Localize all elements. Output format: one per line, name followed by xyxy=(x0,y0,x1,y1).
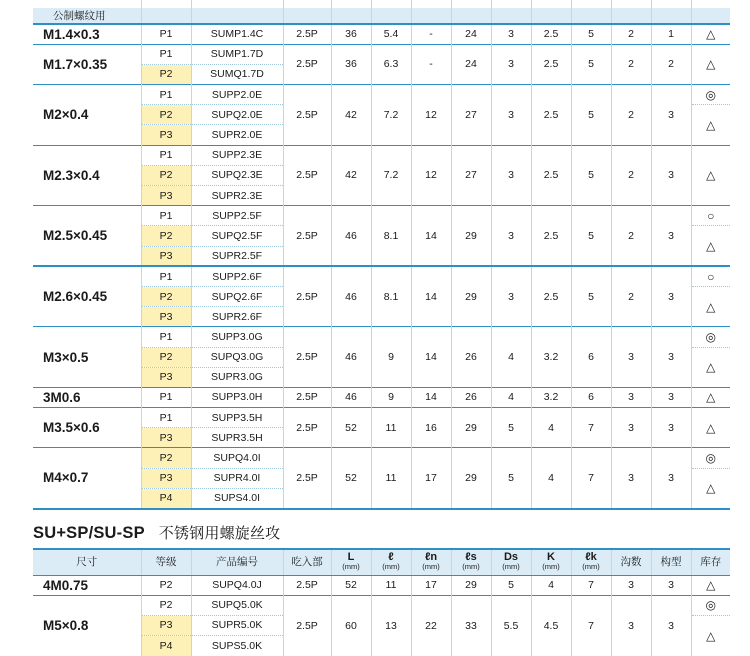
header-ds xyxy=(491,549,531,575)
square-lk-cell: 6 xyxy=(571,387,611,407)
length-ln-cell: 14 xyxy=(411,387,451,407)
type-cell: 3 xyxy=(651,575,691,595)
square-k-cell: 2.5 xyxy=(531,44,571,84)
grooves-cell: 3 xyxy=(611,575,651,595)
shank-ds-cell: 5 xyxy=(491,408,531,448)
length-l-cell: 9 xyxy=(371,387,411,407)
header-k xyxy=(531,549,571,575)
product-code-cell: SUMP1.7D xyxy=(191,44,283,64)
length-ls-cell: 26 xyxy=(451,387,491,407)
length-l-cell: 5.4 xyxy=(371,24,411,44)
stock-cell: △ xyxy=(691,226,730,266)
length-ls-cell: 29 xyxy=(451,575,491,595)
size-cell: M2.5×0.45 xyxy=(33,206,141,267)
product-code-cell: SUPR4.0I xyxy=(191,468,283,488)
length-l-cell: 7.2 xyxy=(371,145,411,206)
header-ls xyxy=(451,549,491,575)
bite-cell: 2.5P xyxy=(283,595,331,656)
grooves-cell: 2 xyxy=(611,206,651,267)
square-lk-cell: 7 xyxy=(571,595,611,656)
product-code-cell: SUPR2.3E xyxy=(191,186,283,206)
grade-cell: P3 xyxy=(141,367,191,387)
header-ln xyxy=(411,549,451,575)
type-cell: 3 xyxy=(651,387,691,407)
stainless-tap-table xyxy=(33,548,730,656)
square-k-cell: 3.2 xyxy=(531,387,571,407)
size-cell: 3M0.6 xyxy=(33,387,141,407)
bite-cell: 2.5P xyxy=(283,145,331,206)
square-lk-cell: 5 xyxy=(571,145,611,206)
size-cell: M3.5×0.6 xyxy=(33,408,141,448)
square-lk-cell: 5 xyxy=(571,206,611,267)
type-cell: 2 xyxy=(651,44,691,84)
grade-cell: P1 xyxy=(141,408,191,428)
grade-cell: P1 xyxy=(141,266,191,286)
length-ls-cell: 29 xyxy=(451,448,491,509)
header-type: 构型 xyxy=(651,549,691,575)
shank-ds-cell: 3 xyxy=(491,266,531,327)
grade-cell: P3 xyxy=(141,468,191,488)
header-remnant-row xyxy=(33,0,730,8)
size-cell: M4×0.7 xyxy=(33,448,141,509)
header-lk-label: ℓk xyxy=(585,551,597,564)
grooves-cell: 3 xyxy=(611,448,651,509)
product-code-cell: SUPQ5.0K xyxy=(191,595,283,615)
length-L-cell: 46 xyxy=(331,266,371,327)
square-lk-cell: 5 xyxy=(571,266,611,327)
header-stock: 库存 xyxy=(691,549,730,575)
length-l-cell: 7.2 xyxy=(371,85,411,146)
header-bite: 吃入部 xyxy=(283,549,331,575)
table-row xyxy=(33,85,730,105)
grade-cell: P3 xyxy=(141,186,191,206)
product-code-cell: SUPR2.6F xyxy=(191,307,283,327)
grade-cell: P4 xyxy=(141,636,191,656)
type-cell: 3 xyxy=(651,266,691,327)
stock-cell: △ xyxy=(691,408,730,448)
square-lk-cell: 5 xyxy=(571,24,611,44)
length-ln-cell: 22 xyxy=(411,595,451,656)
length-l-cell: 9 xyxy=(371,327,411,388)
table-row xyxy=(33,206,730,226)
header-unit: (mm) xyxy=(342,562,360,572)
grade-cell: P2 xyxy=(141,286,191,306)
grooves-cell: 2 xyxy=(611,24,651,44)
type-cell: 3 xyxy=(651,448,691,509)
length-L-cell: 36 xyxy=(331,44,371,84)
grade-cell: P2 xyxy=(141,575,191,595)
product-code-cell: SUPQ2.6F xyxy=(191,286,283,306)
grooves-cell: 2 xyxy=(611,44,651,84)
grooves-cell: 3 xyxy=(611,387,651,407)
type-cell: 3 xyxy=(651,85,691,146)
product-code-cell: SUPQ2.0E xyxy=(191,105,283,125)
type-cell: 3 xyxy=(651,327,691,388)
table-row xyxy=(33,595,730,615)
grade-cell: P3 xyxy=(141,125,191,145)
product-code-cell: SUMP1.4C xyxy=(191,24,283,44)
grade-cell: P3 xyxy=(141,615,191,635)
header-ls-label: ℓs xyxy=(465,551,477,564)
length-ln-cell: 14 xyxy=(411,327,451,388)
header-ln-label: ℓn xyxy=(424,551,438,564)
grade-cell: P1 xyxy=(141,44,191,64)
square-lk-cell: 7 xyxy=(571,448,611,509)
stock-cell: △ xyxy=(691,24,730,44)
square-k-cell: 4 xyxy=(531,408,571,448)
product-code-cell: SUPP3.0H xyxy=(191,387,283,407)
stock-cell: △ xyxy=(691,44,730,84)
product-code-cell: SUPS4.0I xyxy=(191,488,283,508)
length-ln-cell: 12 xyxy=(411,85,451,146)
stock-cell: △ xyxy=(691,387,730,407)
stock-cell: △ xyxy=(691,468,730,508)
header-grade: 等级 xyxy=(141,549,191,575)
square-k-cell: 4 xyxy=(531,575,571,595)
type-cell: 3 xyxy=(651,408,691,448)
length-L-cell: 52 xyxy=(331,408,371,448)
grade-cell: P2 xyxy=(141,165,191,185)
square-k-cell: 2.5 xyxy=(531,24,571,44)
length-ls-cell: 24 xyxy=(451,24,491,44)
length-l-cell: 11 xyxy=(371,575,411,595)
grade-cell: P2 xyxy=(141,595,191,615)
size-cell: M1.4×0.3 xyxy=(33,24,141,44)
product-code-cell: SUPP3.5H xyxy=(191,408,283,428)
bite-cell: 2.5P xyxy=(283,24,331,44)
header-lk xyxy=(571,549,611,575)
grade-cell: P3 xyxy=(141,307,191,327)
band-label: 公制螺纹用 xyxy=(33,8,141,24)
bite-cell: 2.5P xyxy=(283,448,331,509)
bite-cell: 2.5P xyxy=(283,44,331,84)
length-ln-cell: 12 xyxy=(411,145,451,206)
stock-cell: ◎ xyxy=(691,85,730,105)
square-k-cell: 2.5 xyxy=(531,206,571,267)
grade-cell: P1 xyxy=(141,24,191,44)
grade-cell: P2 xyxy=(141,347,191,367)
length-L-cell: 52 xyxy=(331,448,371,509)
length-ls-cell: 27 xyxy=(451,145,491,206)
grade-cell: P3 xyxy=(141,428,191,448)
grade-cell: P1 xyxy=(141,206,191,226)
type-cell: 3 xyxy=(651,595,691,656)
section-subtitle: 不锈钢用螺旋丝攻 xyxy=(158,525,281,542)
product-code-cell: SUMQ1.7D xyxy=(191,64,283,84)
grooves-cell: 2 xyxy=(611,266,651,327)
stock-cell: ○ xyxy=(691,266,730,286)
stock-cell: △ xyxy=(691,347,730,387)
shank-ds-cell: 3 xyxy=(491,206,531,267)
shank-ds-cell: 4 xyxy=(491,387,531,407)
length-L-cell: 60 xyxy=(331,595,371,656)
size-cell: M3×0.5 xyxy=(33,327,141,388)
product-code-cell: SUPP2.5F xyxy=(191,206,283,226)
grade-cell: P3 xyxy=(141,246,191,266)
product-code-cell: SUPQ4.0J xyxy=(191,575,283,595)
length-L-cell: 46 xyxy=(331,327,371,388)
thread-band-row xyxy=(33,8,730,24)
grade-cell: P2 xyxy=(141,64,191,84)
grade-cell: P1 xyxy=(141,145,191,165)
table-row xyxy=(33,266,730,286)
header-product-code: 产品编号 xyxy=(191,549,283,575)
square-k-cell: 2.5 xyxy=(531,266,571,327)
type-cell: 1 xyxy=(651,24,691,44)
grade-cell: P1 xyxy=(141,387,191,407)
bite-cell: 2.5P xyxy=(283,85,331,146)
header-grooves: 沟数 xyxy=(611,549,651,575)
table-row xyxy=(33,387,730,407)
size-cell: M1.7×0.35 xyxy=(33,44,141,84)
stock-cell: △ xyxy=(691,575,730,595)
square-k-cell: 4.5 xyxy=(531,595,571,656)
length-l-cell: 8.1 xyxy=(371,266,411,327)
header-row xyxy=(33,549,730,575)
square-lk-cell: 6 xyxy=(571,327,611,388)
square-lk-cell: 7 xyxy=(571,575,611,595)
length-ls-cell: 29 xyxy=(451,206,491,267)
header-size: 尺寸 xyxy=(33,549,141,575)
product-code-cell: SUPP2.6F xyxy=(191,266,283,286)
length-ln-cell: 17 xyxy=(411,575,451,595)
grooves-cell: 3 xyxy=(611,408,651,448)
header-l xyxy=(371,549,411,575)
header-unit: (mm) xyxy=(502,562,520,572)
header-L-label: L xyxy=(347,551,355,564)
length-ls-cell: 26 xyxy=(451,327,491,388)
grade-cell: P2 xyxy=(141,448,191,468)
bite-cell: 2.5P xyxy=(283,408,331,448)
shank-ds-cell: 3 xyxy=(491,145,531,206)
stock-cell: △ xyxy=(691,615,730,655)
product-code-cell: SUPR2.0E xyxy=(191,125,283,145)
shank-ds-cell: 5 xyxy=(491,448,531,509)
square-lk-cell: 5 xyxy=(571,44,611,84)
header-unit: (mm) xyxy=(582,562,600,572)
length-ls-cell: 24 xyxy=(451,44,491,84)
stock-cell: △ xyxy=(691,145,730,206)
header-unit: (mm) xyxy=(462,562,480,572)
length-l-cell: 6.3 xyxy=(371,44,411,84)
section-title xyxy=(33,522,280,543)
shank-ds-cell: 5 xyxy=(491,575,531,595)
table-row xyxy=(33,145,730,165)
table-row xyxy=(33,575,730,595)
square-lk-cell: 5 xyxy=(571,85,611,146)
stock-cell: ○ xyxy=(691,206,730,226)
square-k-cell: 2.5 xyxy=(531,145,571,206)
bite-cell: 2.5P xyxy=(283,575,331,595)
header-l-label: ℓ xyxy=(388,551,394,564)
length-L-cell: 42 xyxy=(331,145,371,206)
stock-cell: △ xyxy=(691,286,730,326)
shank-ds-cell: 4 xyxy=(491,327,531,388)
stock-cell: ◎ xyxy=(691,448,730,468)
length-l-cell: 13 xyxy=(371,595,411,656)
square-lk-cell: 7 xyxy=(571,408,611,448)
header-unit: (mm) xyxy=(542,562,560,572)
length-ln-cell: 14 xyxy=(411,206,451,267)
header-unit: (mm) xyxy=(382,562,400,572)
product-code-cell: SUPS5.0K xyxy=(191,636,283,656)
product-code-cell: SUPQ3.0G xyxy=(191,347,283,367)
length-ls-cell: 29 xyxy=(451,408,491,448)
size-cell: M2.6×0.45 xyxy=(33,266,141,327)
product-code-cell: SUPR2.5F xyxy=(191,246,283,266)
length-l-cell: 11 xyxy=(371,448,411,509)
square-k-cell: 3.2 xyxy=(531,327,571,388)
grade-cell: P1 xyxy=(141,327,191,347)
size-cell: M2×0.4 xyxy=(33,85,141,146)
grade-cell: P4 xyxy=(141,488,191,508)
grooves-cell: 2 xyxy=(611,85,651,146)
length-L-cell: 52 xyxy=(331,575,371,595)
bite-cell: 2.5P xyxy=(283,266,331,327)
length-ls-cell: 33 xyxy=(451,595,491,656)
header-unit: (mm) xyxy=(422,562,440,572)
length-L-cell: 36 xyxy=(331,24,371,44)
length-ln-cell: - xyxy=(411,44,451,84)
length-ls-cell: 27 xyxy=(451,85,491,146)
stock-cell: ◎ xyxy=(691,595,730,615)
square-k-cell: 2.5 xyxy=(531,85,571,146)
table-row xyxy=(33,448,730,468)
size-cell: M2.3×0.4 xyxy=(33,145,141,206)
table-row xyxy=(33,24,730,44)
square-k-cell: 4 xyxy=(531,448,571,509)
table-row xyxy=(33,327,730,347)
table-row xyxy=(33,408,730,428)
size-cell: 4M0.75 xyxy=(43,577,89,593)
type-cell: 3 xyxy=(651,145,691,206)
product-code-cell: SUPP2.0E xyxy=(191,85,283,105)
shank-ds-cell: 3 xyxy=(491,24,531,44)
length-l-cell: 11 xyxy=(371,408,411,448)
length-ln-cell: - xyxy=(411,24,451,44)
grade-cell: P2 xyxy=(141,226,191,246)
product-code-cell: SUPR3.5H xyxy=(191,428,283,448)
bite-cell: 2.5P xyxy=(283,387,331,407)
stock-cell: ◎ xyxy=(691,327,730,347)
product-code-cell: SUPP3.0G xyxy=(191,327,283,347)
length-ls-cell: 29 xyxy=(451,266,491,327)
bite-cell: 2.5P xyxy=(283,206,331,267)
product-code-cell: SUPQ4.0I xyxy=(191,448,283,468)
product-code-cell: SUPP2.3E xyxy=(191,145,283,165)
length-L-cell: 46 xyxy=(331,387,371,407)
shank-ds-cell: 5.5 xyxy=(491,595,531,656)
grooves-cell: 3 xyxy=(611,327,651,388)
type-cell: 3 xyxy=(651,206,691,267)
product-code-cell: SUPR5.0K xyxy=(191,615,283,635)
product-code-cell: SUPQ2.5F xyxy=(191,226,283,246)
header-k-label: K xyxy=(547,551,555,564)
size-cell: M5×0.8 xyxy=(33,595,141,656)
header-ds-label: Ds xyxy=(503,551,519,564)
stock-cell: △ xyxy=(691,105,730,145)
length-l-cell: 8.1 xyxy=(371,206,411,267)
grooves-cell: 2 xyxy=(611,145,651,206)
product-code-cell: SUPQ2.3E xyxy=(191,165,283,185)
grooves-cell: 3 xyxy=(611,595,651,656)
length-L-cell: 46 xyxy=(331,206,371,267)
length-ln-cell: 17 xyxy=(411,448,451,509)
product-code-cell: SUPR3.0G xyxy=(191,367,283,387)
length-L-cell: 42 xyxy=(331,85,371,146)
grade-cell: P1 xyxy=(141,85,191,105)
grade-cell: P2 xyxy=(141,105,191,125)
shank-ds-cell: 3 xyxy=(491,44,531,84)
shank-ds-cell: 3 xyxy=(491,85,531,146)
length-ln-cell: 14 xyxy=(411,266,451,327)
length-ln-cell: 16 xyxy=(411,408,451,448)
table-row xyxy=(33,44,730,64)
section-title-code: SU+SP/SU-SP xyxy=(33,524,145,542)
header-L xyxy=(331,549,371,575)
bite-cell: 2.5P xyxy=(283,327,331,388)
metric-tap-table xyxy=(33,0,730,510)
